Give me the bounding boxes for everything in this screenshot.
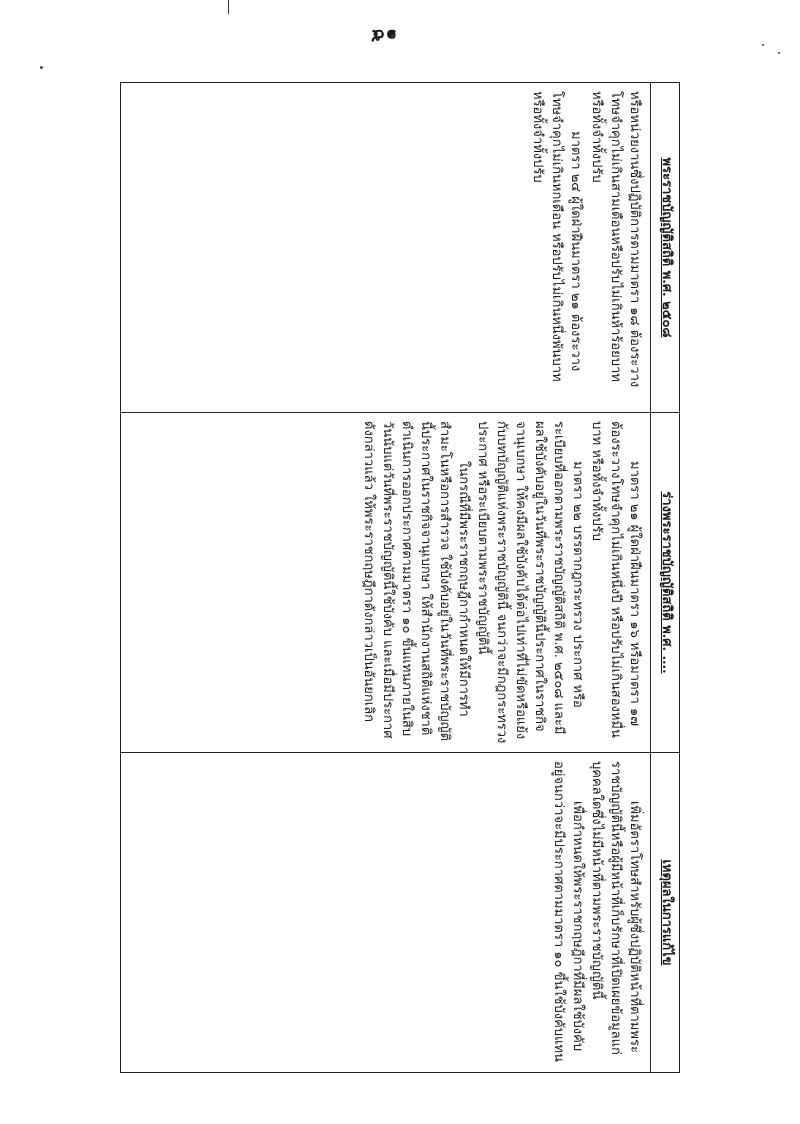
reason-paragraph-2: เพื่อกำหนดให้พระราชกฤษฎีกาที่มีผลใช้บังคับอยู่จนกว่าจะมีประกาศตามมาตรา ๑๐ ขึ้นใช้บังคับแทน <box>551 761 585 1062</box>
draft-act-paragraph-3: ในกรณีที่มีพระราชกฤษฎีกากำหนดให้มีการทำสำมะโนหรือการสำรวจ ใช้บังคับอยู่ในวันที่พระราชบัญญัตินี้ประกาศในราชกิจจานุเบกษา ให้สำนักงานสถิติแห่งชาติดำเนินการออกประกาศตามมาตรา ๑๐ ขึ้นแทนภายในสิบวันนับแต่วันที่พระราชบัญญัตินี้ใช้บังคับ และเมื่อมีประกาศดังกล่าวแล้ว ให้พระราชกฤษฎีกาดังกล่าวเป็นอันยกเลิก <box>361 421 471 742</box>
document-table-wrapper <box>120 82 680 1072</box>
header-current-act: พระราชบัญญัติสถิติ พ.ศ. ๒๕๐๘ <box>651 83 680 413</box>
cell-reason <box>121 753 651 1073</box>
draft-act-paragraph-1: มาตรา ๒๑ ผู้ใดฝ่าฝืนมาตรา ๑๖ หรือมาตรา ๑๗ ต้องระวางโทษจำคุกไม่เกินหนึ่งปี หรือปรับไม่เกินสองหมื่นบาท หรือทั้งจำทั้งปรับ <box>589 421 642 738</box>
header-reason: เหตุผลในการแก้ไข <box>651 753 680 1073</box>
current-act-paragraph-1: หรือหน่วยงานซึ่งปฏิบัติการตามมาตรา ๑๘ ต้องระวางโทษจำคุกไม่เกินสามเดือนหรือปรับไม่เกินห้าร้อยบาท หรือทั้งจำทั้งปรับ <box>589 91 642 388</box>
scan-speck <box>762 44 764 46</box>
cell-current-act <box>121 83 651 413</box>
current-act-paragraph-2: มาตรา ๒๔ ผู้ใดฝ่าฝืนมาตรา ๒๑ ต้องระวางโทษจำคุกไม่เกินหกเดือน หรือปรับไม่เกินหนึ่งพันบาท หรือทั้งจำทั้งปรับ <box>530 91 583 382</box>
table-row <box>121 83 651 1073</box>
table-header-row <box>651 83 680 1073</box>
draft-act-paragraph-2: มาตรา ๒๒ บรรดากฎกระทรวง ประกาศ หรือระเบียบที่ออกตามพระราชบัญญัติสถิติ พ.ศ. ๒๕๐๘ และมีผลใช้บังคับอยู่ในวันที่พระราชบัญญัตินี้ประกาศในราชกิจจานุเบกษา ให้คงมีผลใช้บังคับได้ต่อไปเท่าที่ไม่ขัดหรือแย้งกับบทบัญญัติแห่งพระราชบัญญัตินี้ จนกว่าจะมีกฎกระทรวง ประกาศ หรือระเบียบตามพระราชบัญญัตินี้ <box>475 421 585 744</box>
scan-speck <box>778 52 780 54</box>
comparison-table <box>120 82 680 1073</box>
reason-paragraph-1: เพิ่มอัตราโทษสำหรับผู้ซึ่งปฏิบัติหน้าที่ตามพระราชบัญญัตินี้หรือผู้มีหน้าที่เก็บรักษาที่เปิดเผยข้อมูลแก่บุคคลใดซึ่งไม่มีหน้าที่ตามพระราชบัญญัตินี้ <box>589 761 642 1055</box>
header-draft-act: ร่างพระราชบัญญัติสถิติ พ.ศ. .... <box>651 413 680 753</box>
cell-draft-act <box>121 413 651 753</box>
scan-mark <box>228 0 229 14</box>
scan-speck <box>40 66 43 69</box>
page-number: ๑๕ <box>370 25 398 46</box>
